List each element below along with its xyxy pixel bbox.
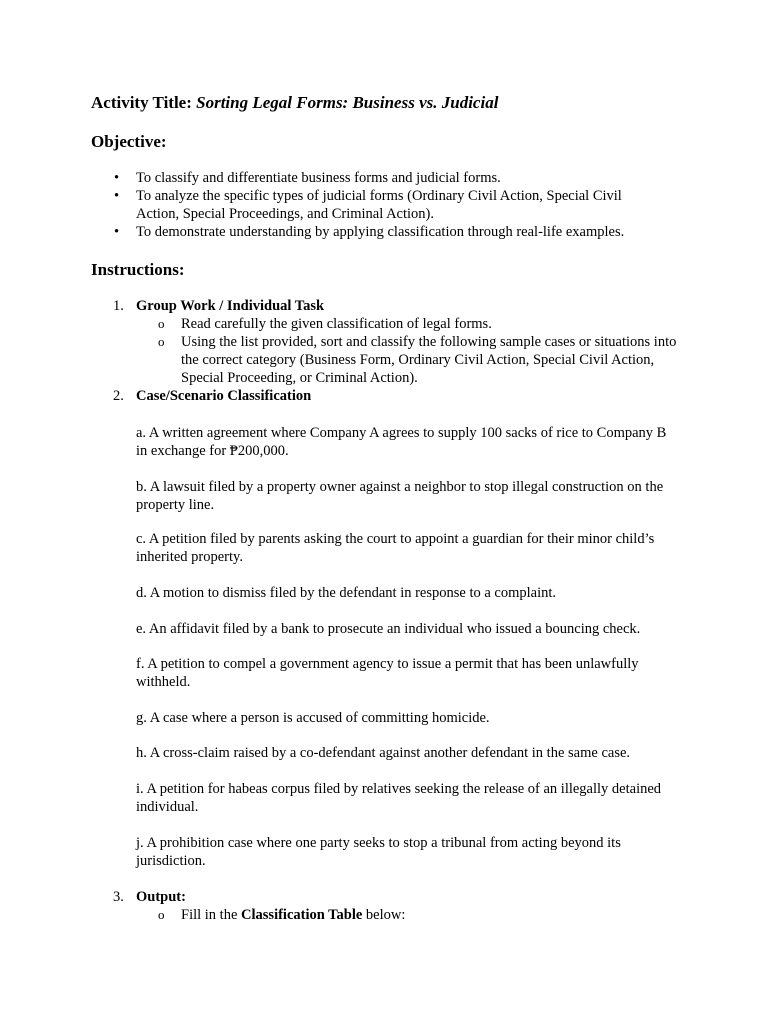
- sub-list: [91, 906, 691, 924]
- sub-item-suffix: below:: [365, 907, 406, 923]
- case-item: b. A lawsuit filed by a property owner against a neighbor to stop illegal construction on the property line.: [136, 479, 664, 513]
- numbered-item: [91, 297, 691, 315]
- circle-bullet-icon: o: [158, 907, 165, 922]
- case-item: h. A cross-claim raised by a co-defendant against another defendant in the same case.: [136, 745, 631, 761]
- objective-item-text: To classify and differentiate business forms and judicial forms.: [136, 170, 501, 186]
- case-item: g. A case where a person is accused of committing homicide.: [136, 710, 490, 726]
- case-item: f. A petition to compel a government agency to issue a permit that has been unlawfully withheld.: [136, 656, 639, 690]
- objective-item: [91, 223, 651, 241]
- activity-title-label: Activity Title:: [91, 93, 192, 112]
- item-label: Case/Scenario Classification: [136, 388, 312, 404]
- sub-item: [91, 906, 691, 924]
- case-item: c. A petition filed by parents asking the court to appoint a guardian for their minor child’s inherited property.: [136, 531, 655, 565]
- objective-item: [91, 169, 651, 187]
- activity-title: [91, 93, 498, 113]
- case-item: a. A written agreement where Company A agrees to supply 100 sacks of rice to Company B in exchange for ₱200,000.: [136, 425, 667, 459]
- item-number: 2.: [113, 388, 124, 404]
- sub-item: [91, 333, 691, 387]
- bullet-icon: •: [114, 224, 120, 240]
- sub-item-prefix: Fill in the: [181, 907, 238, 923]
- instructions-heading: Instructions:: [91, 260, 185, 279]
- item-number: 3.: [113, 889, 124, 905]
- bullet-icon: •: [114, 170, 120, 186]
- sub-item-text: Read carefully the given classification of legal forms.: [181, 316, 492, 332]
- item-label: Group Work / Individual Task: [136, 298, 325, 314]
- sub-list: [91, 315, 691, 387]
- instruction-item-2: [91, 387, 691, 405]
- objective-item-text: To analyze the specific types of judicial forms (Ordinary Civil Action, Special Civil Action, Special Proceedings, and Criminal Action).: [136, 188, 622, 222]
- objective-heading: Objective:: [91, 132, 167, 151]
- instruction-item-3: [91, 888, 691, 924]
- numbered-item: [91, 888, 691, 906]
- circle-bullet-icon: o: [158, 334, 165, 349]
- case-item: e. An affidavit filed by a bank to prosecute an individual who issued a bouncing check.: [136, 621, 641, 637]
- activity-title-text: Sorting Legal Forms: Business vs. Judicial: [196, 93, 499, 112]
- instruction-item-1: [91, 297, 691, 387]
- objective-list: [91, 169, 651, 241]
- objective-item-text: To demonstrate understanding by applying classification through real-life examples.: [136, 224, 625, 240]
- case-item: i. A petition for habeas corpus filed by relatives seeking the release of an illegally detained individual.: [136, 781, 662, 815]
- case-item: j. A prohibition case where one party seeks to stop a tribunal from acting beyond its jurisdiction.: [136, 835, 621, 869]
- sub-item-text: Using the list provided, sort and classify the following sample cases or situations into the correct category (Business Form, Ordinary Civil Action, Special Civil Action, Special Proceeding, or Criminal Action).: [181, 334, 677, 386]
- item-number: 1.: [113, 298, 124, 314]
- objective-item: [91, 187, 651, 223]
- numbered-item: [91, 387, 691, 405]
- circle-bullet-icon: o: [158, 316, 165, 331]
- case-item: d. A motion to dismiss filed by the defendant in response to a complaint.: [136, 585, 557, 601]
- classification-table-reference: Classification Table: [241, 907, 363, 923]
- item-label: Output:: [136, 889, 186, 905]
- sub-item: [91, 315, 691, 333]
- bullet-icon: •: [114, 188, 120, 204]
